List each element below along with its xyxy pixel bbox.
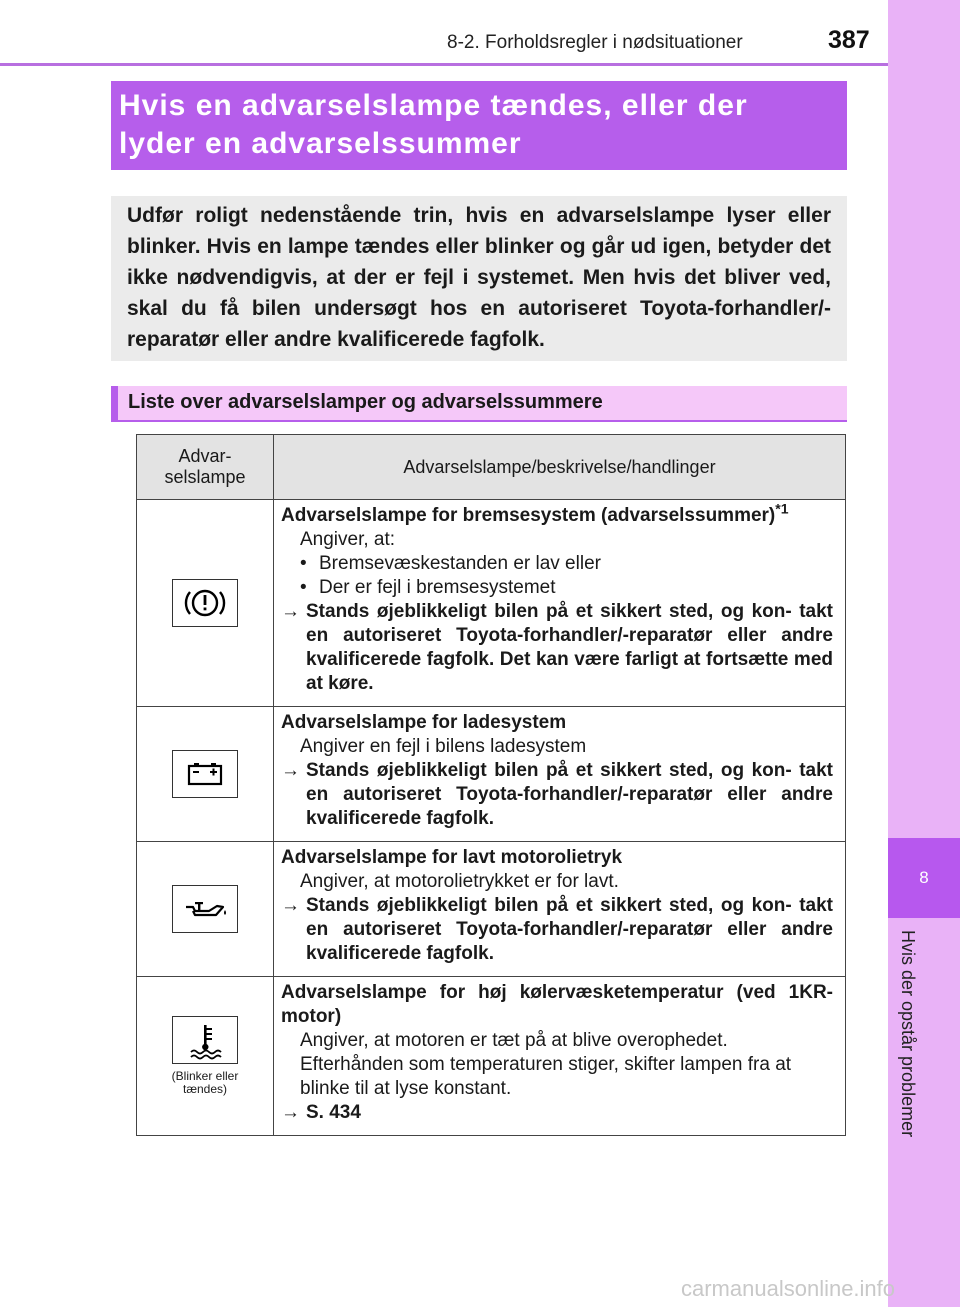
coolant-temperature-icon bbox=[172, 1016, 238, 1064]
chapter-title-vertical: Hvis der opstår problemer bbox=[898, 930, 918, 1138]
arrow-icon: → bbox=[281, 601, 300, 622]
page-title bbox=[111, 81, 847, 170]
header-divider bbox=[0, 63, 888, 66]
watermark: carmanualsonline.info bbox=[681, 1276, 896, 1301]
icon-note-line-2: tændes) bbox=[182, 1082, 228, 1096]
table-row bbox=[137, 842, 846, 977]
warning-description: Angiver en fejl i bilens ladesystem bbox=[300, 736, 587, 757]
intro-text: Udfør roligt nedenstående trin, hvis en advarselslampe lyser eller blinker. Hvis en lampe tændes eller blinker og går ud igen, betyder det ikke nødvendigvis, at der er fejl i systemet. Men hvis det bliver ved, skal du få bilen undersøgt hos en autoriseret Toyota-forhandler/-reparatør eller andre kvalificerede fagfolk. bbox=[127, 204, 831, 351]
icon-cell bbox=[137, 842, 274, 977]
warning-action: → Stands øjeblikkeligt bilen på et sikkert sted, og kon- takt en autoriseret Toyota-forhandler/-reparatør eller andre kvalificerede fagfolk. bbox=[281, 760, 833, 829]
column-header-lamp-line-2: selslampe bbox=[164, 467, 246, 487]
icon-note bbox=[137, 1070, 273, 1096]
arrow-icon: → bbox=[281, 760, 300, 781]
table-row bbox=[137, 707, 846, 842]
warning-description: Angiver, at motorolietrykket er for lavt. bbox=[300, 871, 619, 892]
warning-description: Angiver, at: bbox=[300, 529, 396, 550]
table-row bbox=[137, 500, 846, 707]
footnote-marker: *1 bbox=[775, 500, 789, 517]
warning-lights-table bbox=[136, 434, 846, 1136]
warning-description: Angiver, at motoren er tæt på at blive overophedet. bbox=[300, 1030, 728, 1051]
description-cell bbox=[274, 842, 846, 977]
icon-cell bbox=[137, 977, 274, 1136]
icon-cell bbox=[137, 500, 274, 707]
page-title-line-1: Hvis en advarselslampe tændes, eller der bbox=[119, 89, 748, 122]
arrow-icon: → bbox=[281, 895, 300, 916]
warning-action: → Stands øjeblikkeligt bilen på et sikkert sted, og kon- takt en autoriseret Toyota-forhandler/-reparatør eller andre kvalificerede fagfolk. Det kan være farligt at fortsætte med at køre. bbox=[281, 601, 833, 694]
section-heading: 8-2. Forholdsregler i nødsituationer bbox=[447, 32, 743, 53]
column-header-lamp bbox=[137, 435, 274, 500]
warning-title: Advarselslampe for høj kølervæsketemperatur (ved 1KR-motor) bbox=[281, 982, 833, 1027]
warning-title: Advarselslampe for ladesystem bbox=[281, 712, 567, 733]
warning-description-2: Efterhånden som temperaturen stiger, skifter lampen fra at blinke til at lyse konstant. bbox=[300, 1054, 792, 1099]
column-header-description: Advarselslampe/beskrivelse/handlinger bbox=[274, 435, 846, 500]
warning-title: Advarselslampe for lavt motorolietryk bbox=[281, 847, 623, 868]
chapter-number-tab[interactable]: 8 bbox=[888, 838, 960, 918]
table-row bbox=[137, 977, 846, 1136]
oil-pressure-icon bbox=[172, 885, 238, 933]
icon-note-line-1: (Blinker eller bbox=[171, 1069, 239, 1083]
arrow-icon: → bbox=[281, 1102, 300, 1123]
warning-action: → Stands øjeblikkeligt bilen på et sikkert sted, og kon- takt en autoriseret Toyota-forhandler/-reparatør eller andre kvalificerede fagfolk. bbox=[281, 895, 833, 964]
page-number: 387 bbox=[828, 26, 870, 54]
description-cell bbox=[274, 977, 846, 1136]
warning-title: Advarselslampe for bremsesystem (advarselssummer)$^{*1}$ bbox=[281, 500, 789, 526]
column-header-lamp-line-1: Advar- bbox=[178, 446, 232, 466]
table-header-row bbox=[137, 435, 846, 500]
list-subheading: Liste over advarselslamper og advarselssummere bbox=[111, 386, 847, 422]
page-title-line-2: lyder en advarselssummer bbox=[119, 127, 522, 160]
icon-cell bbox=[137, 707, 274, 842]
list-item: • Der er fejl i bremsesystemet bbox=[300, 577, 556, 598]
description-cell bbox=[274, 707, 846, 842]
battery-icon bbox=[172, 750, 238, 798]
brake-warning-icon bbox=[172, 579, 238, 627]
description-cell bbox=[274, 500, 846, 707]
intro-box bbox=[111, 196, 847, 361]
list-item: • Bremsevæskestanden er lav eller bbox=[300, 553, 601, 574]
page-reference-link[interactable]: → S. 434 bbox=[281, 1102, 361, 1123]
